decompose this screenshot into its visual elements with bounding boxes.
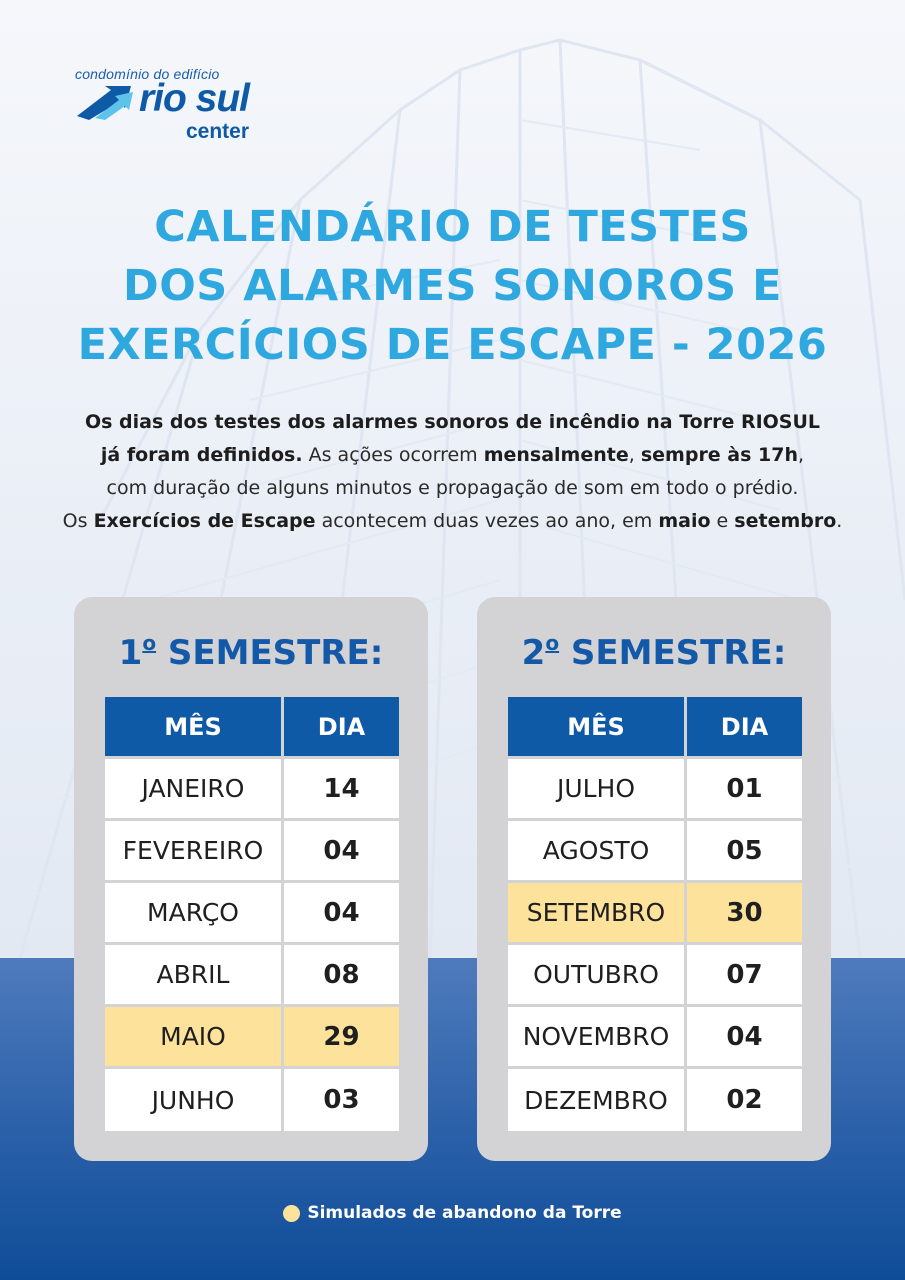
intro-line-4 — [0, 505, 905, 538]
table-row — [105, 759, 399, 821]
title-line-1: CALENDÁRIO DE TESTES — [154, 202, 751, 252]
day-cell: 29 — [284, 1007, 399, 1069]
table-row-highlighted — [508, 883, 802, 945]
semester-1-label: SEMESTRE: — [156, 633, 384, 673]
col-month-header: MÊS — [105, 697, 284, 759]
day-cell: 08 — [284, 945, 399, 1007]
table-row — [508, 945, 802, 1007]
legend-text: Simulados de abandono da Torre — [307, 1203, 622, 1223]
riosul-logo — [75, 66, 295, 148]
logo-arrow-icon — [75, 86, 137, 120]
semester-2-num: 2 — [521, 633, 546, 673]
month-cell: AGOSTO — [508, 821, 687, 883]
intro-l4d: maio — [658, 510, 711, 532]
day-cell: 30 — [687, 883, 802, 945]
day-cell: 02 — [687, 1069, 802, 1131]
day-cell: 03 — [284, 1069, 399, 1131]
day-cell: 01 — [687, 759, 802, 821]
month-cell: JANEIRO — [105, 759, 284, 821]
col-day-header: DIA — [687, 697, 802, 759]
table-row — [508, 1069, 802, 1131]
page-title — [0, 198, 905, 375]
col-month-header: MÊS — [508, 697, 687, 759]
month-cell: SETEMBRO — [508, 883, 687, 945]
logo-tagline: condomínio do edifício — [75, 66, 220, 82]
semester-2-title — [477, 631, 831, 673]
intro-text — [0, 406, 905, 538]
day-cell: 04 — [284, 821, 399, 883]
intro-l4g: . — [836, 510, 843, 532]
month-cell: MAIO — [105, 1007, 284, 1069]
semester-2-table — [508, 697, 802, 1131]
title-line-2: DOS ALARMES SONOROS E — [123, 261, 782, 311]
semester-2-card — [477, 597, 831, 1161]
table-header-row — [508, 697, 802, 759]
month-cell: NOVEMBRO — [508, 1007, 687, 1069]
semester-1-num: 1 — [118, 633, 143, 673]
highlight-dot-icon — [283, 1205, 300, 1222]
table-row — [105, 821, 399, 883]
month-cell: FEVEREIRO — [105, 821, 284, 883]
intro-l3: com duração de alguns minutos e propagação de som em todo o prédio. — [106, 477, 799, 499]
intro-line-3 — [0, 472, 905, 505]
semester-1-ord: o — [142, 631, 157, 655]
intro-l4f: setembro — [734, 510, 837, 532]
month-cell: OUTUBRO — [508, 945, 687, 1007]
table-row — [508, 759, 802, 821]
intro-l4a: Os — [62, 510, 94, 532]
title-line-3: EXERCÍCIOS DE ESCAPE - 2026 — [77, 320, 828, 370]
table-row — [105, 945, 399, 1007]
table-header-row — [105, 697, 399, 759]
intro-l1: Os dias dos testes dos alarmes sonoros de incêndio na Torre RIOSUL — [84, 411, 821, 433]
intro-line-2 — [0, 439, 905, 472]
month-cell: DEZEMBRO — [508, 1069, 687, 1131]
semester-2-ord: o — [545, 631, 560, 655]
table-row — [105, 1069, 399, 1131]
legend — [0, 1203, 905, 1223]
intro-l4b: Exercícios de Escape — [93, 510, 316, 532]
semester-1-card — [74, 597, 428, 1161]
logo-sub: center — [186, 120, 250, 143]
intro-l4e: e — [710, 510, 735, 532]
semester-1-title — [74, 631, 428, 673]
day-cell: 05 — [687, 821, 802, 883]
intro-l4c: acontecem duas vezes ao ano, em — [315, 510, 659, 532]
table-row-highlighted — [105, 1007, 399, 1069]
intro-l2a: já foram definidos. — [100, 444, 303, 466]
logo-name: rio sul — [139, 77, 250, 120]
day-cell: 04 — [687, 1007, 802, 1069]
intro-l2b: As ações ocorrem — [302, 444, 484, 466]
day-cell: 04 — [284, 883, 399, 945]
col-day-header: DIA — [284, 697, 399, 759]
intro-l2d: , — [628, 444, 641, 466]
month-cell: ABRIL — [105, 945, 284, 1007]
day-cell: 14 — [284, 759, 399, 821]
semester-1-table — [105, 697, 399, 1131]
semester-2-label: SEMESTRE: — [559, 633, 787, 673]
month-cell: JULHO — [508, 759, 687, 821]
intro-l2e: sempre às 17h — [640, 444, 799, 466]
table-row — [105, 883, 399, 945]
intro-l2f: , — [798, 444, 805, 466]
month-cell: JUNHO — [105, 1069, 284, 1131]
intro-line-1 — [0, 406, 905, 439]
table-row — [508, 1007, 802, 1069]
month-cell: MARÇO — [105, 883, 284, 945]
table-row — [508, 821, 802, 883]
intro-l2c: mensalmente — [483, 444, 629, 466]
day-cell: 07 — [687, 945, 802, 1007]
